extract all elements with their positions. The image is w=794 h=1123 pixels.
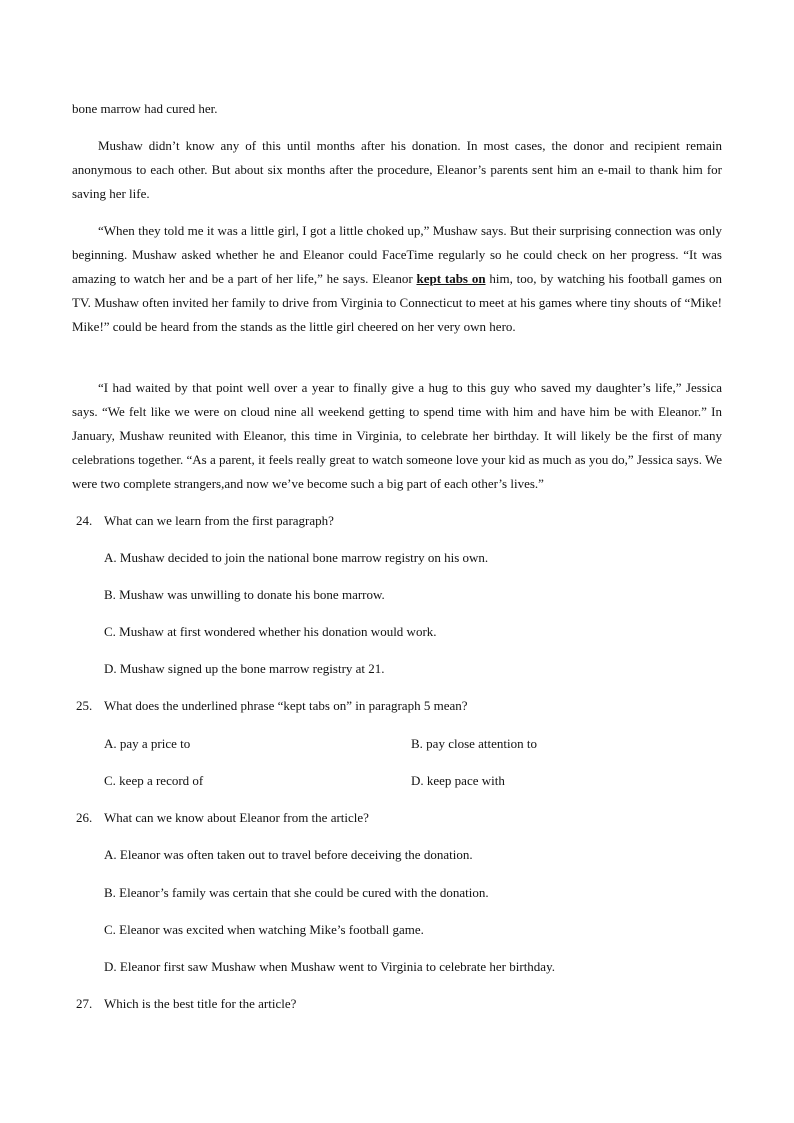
question-27-number: 27. [76,996,93,1011]
question-26-text: What can we know about Eleanor from the article? [104,810,369,825]
question-25-option-a: A. pay a price to [104,736,191,751]
underlined-phrase: kept tabs on [416,271,486,286]
question-26-option-d: D. Eleanor first saw Mushaw when Mushaw went to Virginia to celebrate her birthday. [104,959,555,974]
paragraph-continuation: bone marrow had cured her. [72,101,218,116]
question-25-number: 25. [76,698,93,713]
question-25-option-c: C. keep a record of [104,773,204,788]
question-26-number: 26. [76,810,93,825]
question-27-text: Which is the best title for the article? [104,996,297,1011]
question-25-option-d: D. keep pace with [411,773,505,788]
paragraph-connection-text-2: him, too, by watching his football games on TV. Mushaw often invited her family to drive from Virginia to Connecticut to meet at his games where tiny shouts of “Mike! Mike!” could be heard from the stands as the little girl cheered on her very own hero. [72,271,722,334]
question-24-option-c: C. Mushaw at first wondered whether his donation would work. [104,624,437,639]
paragraph-connection [72,219,722,339]
question-26-option-c: C. Eleanor was excited when watching Mike’s football game. [104,922,424,937]
question-25-text: What does the underlined phrase “kept tabs on” in paragraph 5 mean? [104,698,468,713]
question-25-option-b: B. pay close attention to [411,736,538,751]
paragraph-donation: Mushaw didn’t know any of this until months after his donation. In most cases, the donor and recipient remain anonymous to each other. But about six months after the procedure, Eleanor’s parents sent him an e-mail to thank him for saving her life. [72,138,722,201]
paragraph-connection-text-1: “When they told me it was a little girl, I got a little choked up,” Mushaw says. But their surprising connection was only beginning. Mushaw asked whether he and Eleanor could FaceTime regularly so he could check on her progress. “It was amazing to watch her and be a part of her life,” he says. Eleanor [72,223,722,286]
paragraph-reunion: “I had waited by that point well over a year to finally give a hug to this guy who saved my daughter’s life,” Jessica says. “We felt like we were on cloud nine all weekend getting to spend time with him and have him be with Eleanor.” In January, Mushaw reunited with Eleanor, this time in Virginia, to celebrate her birthday. It will likely be the first of many celebrations together. “As a parent, it feels really great to watch someone love your kid as much as you do,” Jessica says. We were two complete strangers,and now we’ve become such a big part of each other’s lives.” [72,380,722,491]
question-26-option-a: A. Eleanor was often taken out to travel before deceiving the donation. [104,847,473,862]
question-24-option-b: B. Mushaw was unwilling to donate his bone marrow. [104,587,385,602]
question-24-number: 24. [76,513,93,528]
question-24-option-d: D. Mushaw signed up the bone marrow registry at 21. [104,661,385,676]
question-24-option-a: A. Mushaw decided to join the national bone marrow registry on his own. [104,550,489,565]
question-24-text: What can we learn from the first paragraph? [104,513,334,528]
question-26-option-b: B. Eleanor’s family was certain that she could be cured with the donation. [104,885,489,900]
